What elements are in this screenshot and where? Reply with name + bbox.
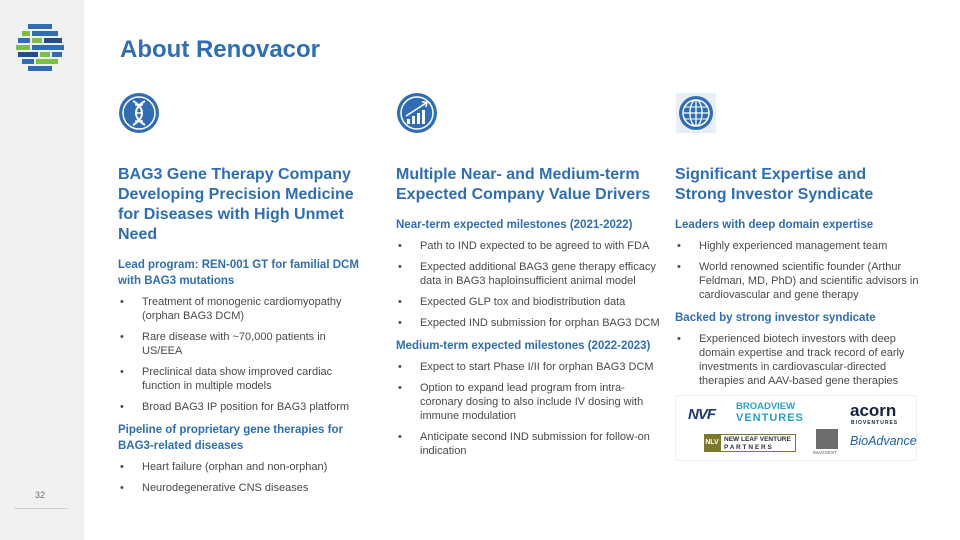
acorn-logo: acorn (850, 401, 897, 420)
renovacor-logo-icon (14, 22, 66, 74)
subheading: Lead program: REN-001 GT for familial DCM with BAG3 mutations (118, 259, 359, 287)
bullet-list (675, 332, 920, 388)
broadview-logo-sub: VENTURES (736, 412, 804, 424)
new-leaf-logo (720, 434, 796, 452)
investor-logos (675, 395, 917, 461)
bullet-list (675, 239, 920, 302)
list-item: • Preclinical data show improved cardiac function in multiple models (118, 365, 368, 393)
globe-icon (675, 92, 717, 134)
list-item: • Option to expand lead program from intra-coronary dosing to also include IV dosing with immune modulation (396, 381, 661, 423)
list-item: • Rare disease with ~70,000 patients in US/EEA (118, 330, 368, 358)
new-leaf-partners: P A R T N E R S (724, 444, 772, 451)
bullet-list (396, 239, 661, 330)
page-title: About Renovacor (120, 36, 321, 63)
list-item: • Expect to start Phase I/II for orphan BAG3 DCM (396, 360, 661, 374)
list-item: • Treatment of monogenic cardiomyopathy (orphan BAG3 DCM) (118, 295, 368, 323)
bullet-list (118, 460, 368, 495)
page-number: 32 (34, 490, 45, 500)
subheading: Backed by strong investor syndicate (675, 312, 876, 324)
new-leaf-mark: NLV (704, 434, 720, 452)
subheading: Medium-term expected milestones (2022-2023) (396, 340, 651, 352)
bioadvance-logo: BioAdvance (850, 434, 917, 448)
sidebar (0, 0, 84, 540)
list-item: • Anticipate second IND submission for follow-on indication (396, 430, 661, 458)
column-heading: BAG3 Gene Therapy Company Developing Precision Medicine for Diseases with High Unmet Need (118, 166, 354, 243)
list-item: • Experienced biotech investors with deep domain expertise and track record of early investments in cardiovascular-directed therapies and AAV-based gene therapies (675, 332, 920, 388)
list-item: • Highly experienced management team (675, 239, 920, 253)
bullet-list (118, 295, 368, 414)
growth-chart-icon (396, 92, 438, 134)
list-item: • Expected GLP tox and biodistribution data (396, 295, 661, 309)
column-company (118, 92, 368, 502)
subheading: Near-term expected milestones (2021-2022) (396, 219, 633, 231)
column-value-drivers (396, 92, 661, 465)
list-item: • Expected IND submission for orphan BAG3 DCM (396, 316, 661, 330)
imaging-logo-icon (816, 429, 838, 449)
page-divider (14, 508, 68, 509)
list-item: • World renowned scientific founder (Arthur Feldman, MD, PhD) and scientific advisors in cardiovascular and gene therapy (675, 260, 920, 302)
broadview-logo: BROADVIEW (736, 401, 796, 412)
list-item: • Neurodegenerative CNS diseases (118, 481, 368, 495)
column-heading: Significant Expertise and Strong Investor Syndicate (675, 166, 874, 203)
list-item: • Expected additional BAG3 gene therapy efficacy data in BAG3 haploinsufficient animal model (396, 260, 661, 288)
new-leaf-name: NEW LEAF VENTURE (724, 436, 791, 443)
column-expertise (675, 92, 920, 461)
column-heading: Multiple Near- and Medium-term Expected Company Value Drivers (396, 166, 651, 203)
imaging-logo-label: IMAGGEST (813, 450, 837, 455)
acorn-logo-sub: BIOVENTURES (851, 420, 899, 426)
list-item: • Broad BAG3 IP position for BAG3 platform (118, 400, 368, 414)
bullet-list (396, 360, 661, 458)
list-item: • Path to IND expected to be agreed to with FDA (396, 239, 661, 253)
subheading: Leaders with deep domain expertise (675, 219, 874, 231)
subheading: Pipeline of proprietary gene therapies for BAG3-related diseases (118, 424, 343, 452)
dna-icon (118, 92, 160, 134)
list-item: • Heart failure (orphan and non-orphan) (118, 460, 368, 474)
nvf-logo: NVF (688, 406, 715, 423)
